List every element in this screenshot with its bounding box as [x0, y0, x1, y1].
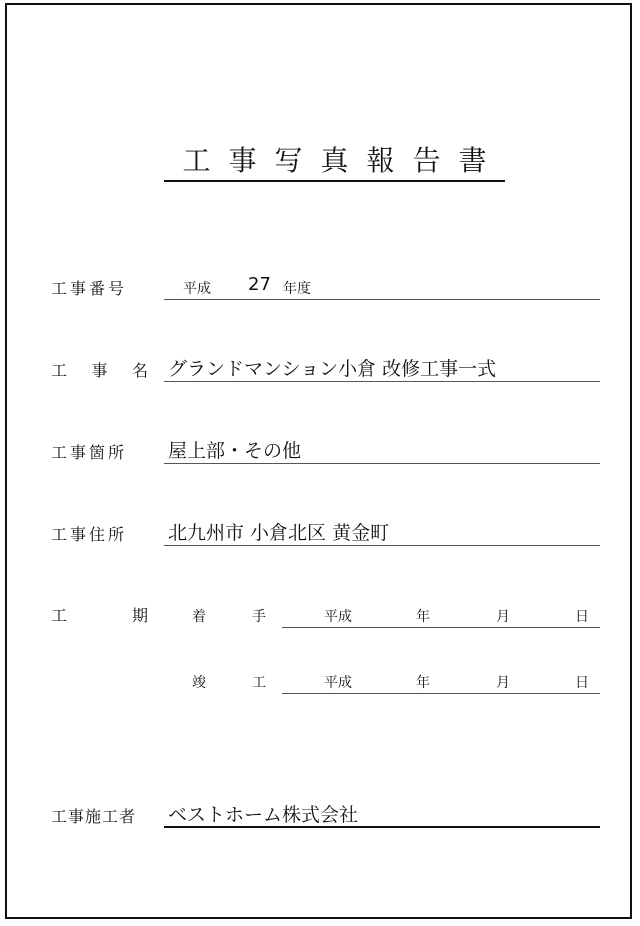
period-label-char: 期	[131, 606, 148, 625]
end-month-unit: 月	[496, 675, 510, 691]
end-year-unit: 年	[416, 675, 430, 691]
start-year-unit: 年	[416, 609, 430, 625]
end-line	[282, 693, 600, 694]
end-day-unit: 日	[575, 675, 589, 691]
contractor-value: ベストホーム株式会社	[168, 804, 359, 826]
contractor-label: 工事施工者	[51, 807, 137, 826]
project-name-value: グランドマンション小倉 改修工事一式	[168, 358, 497, 380]
project-location-line	[164, 463, 600, 464]
period-label-char: 工	[51, 606, 68, 625]
title-text: 工事写真報告書	[182, 144, 505, 177]
start-era: 平成	[324, 609, 352, 625]
project-number-era: 平成	[183, 281, 211, 297]
start-day-unit: 日	[575, 609, 589, 625]
end-label-char-1: 竣	[192, 675, 206, 691]
start-month-unit: 月	[496, 609, 510, 625]
end-label-char-2: 工	[252, 675, 266, 691]
project-name-label-char: 名	[131, 361, 148, 380]
start-line	[282, 627, 600, 628]
project-number-line	[164, 299, 600, 300]
document-title	[164, 144, 505, 182]
project-location-label: 工事箇所	[51, 443, 128, 462]
project-number-year: 27	[248, 274, 271, 295]
project-number-year-suffix: 年度	[283, 281, 311, 297]
project-name-label-char: 事	[91, 361, 108, 380]
end-era: 平成	[324, 675, 352, 691]
project-address-value: 北九州市 小倉北区 黄金町	[168, 522, 390, 544]
project-name-label	[51, 358, 148, 381]
project-location-value: 屋上部・その他	[168, 440, 302, 462]
project-name-line	[164, 381, 600, 382]
project-name-label-char: 工	[51, 361, 68, 380]
start-label-char-1: 着	[192, 609, 206, 625]
project-number-label: 工事番号	[51, 279, 128, 298]
contractor-line	[164, 826, 600, 828]
start-label-char-2: 手	[252, 609, 266, 625]
project-address-label: 工事住所	[51, 525, 128, 544]
project-address-line	[164, 545, 600, 546]
period-label	[51, 603, 148, 626]
